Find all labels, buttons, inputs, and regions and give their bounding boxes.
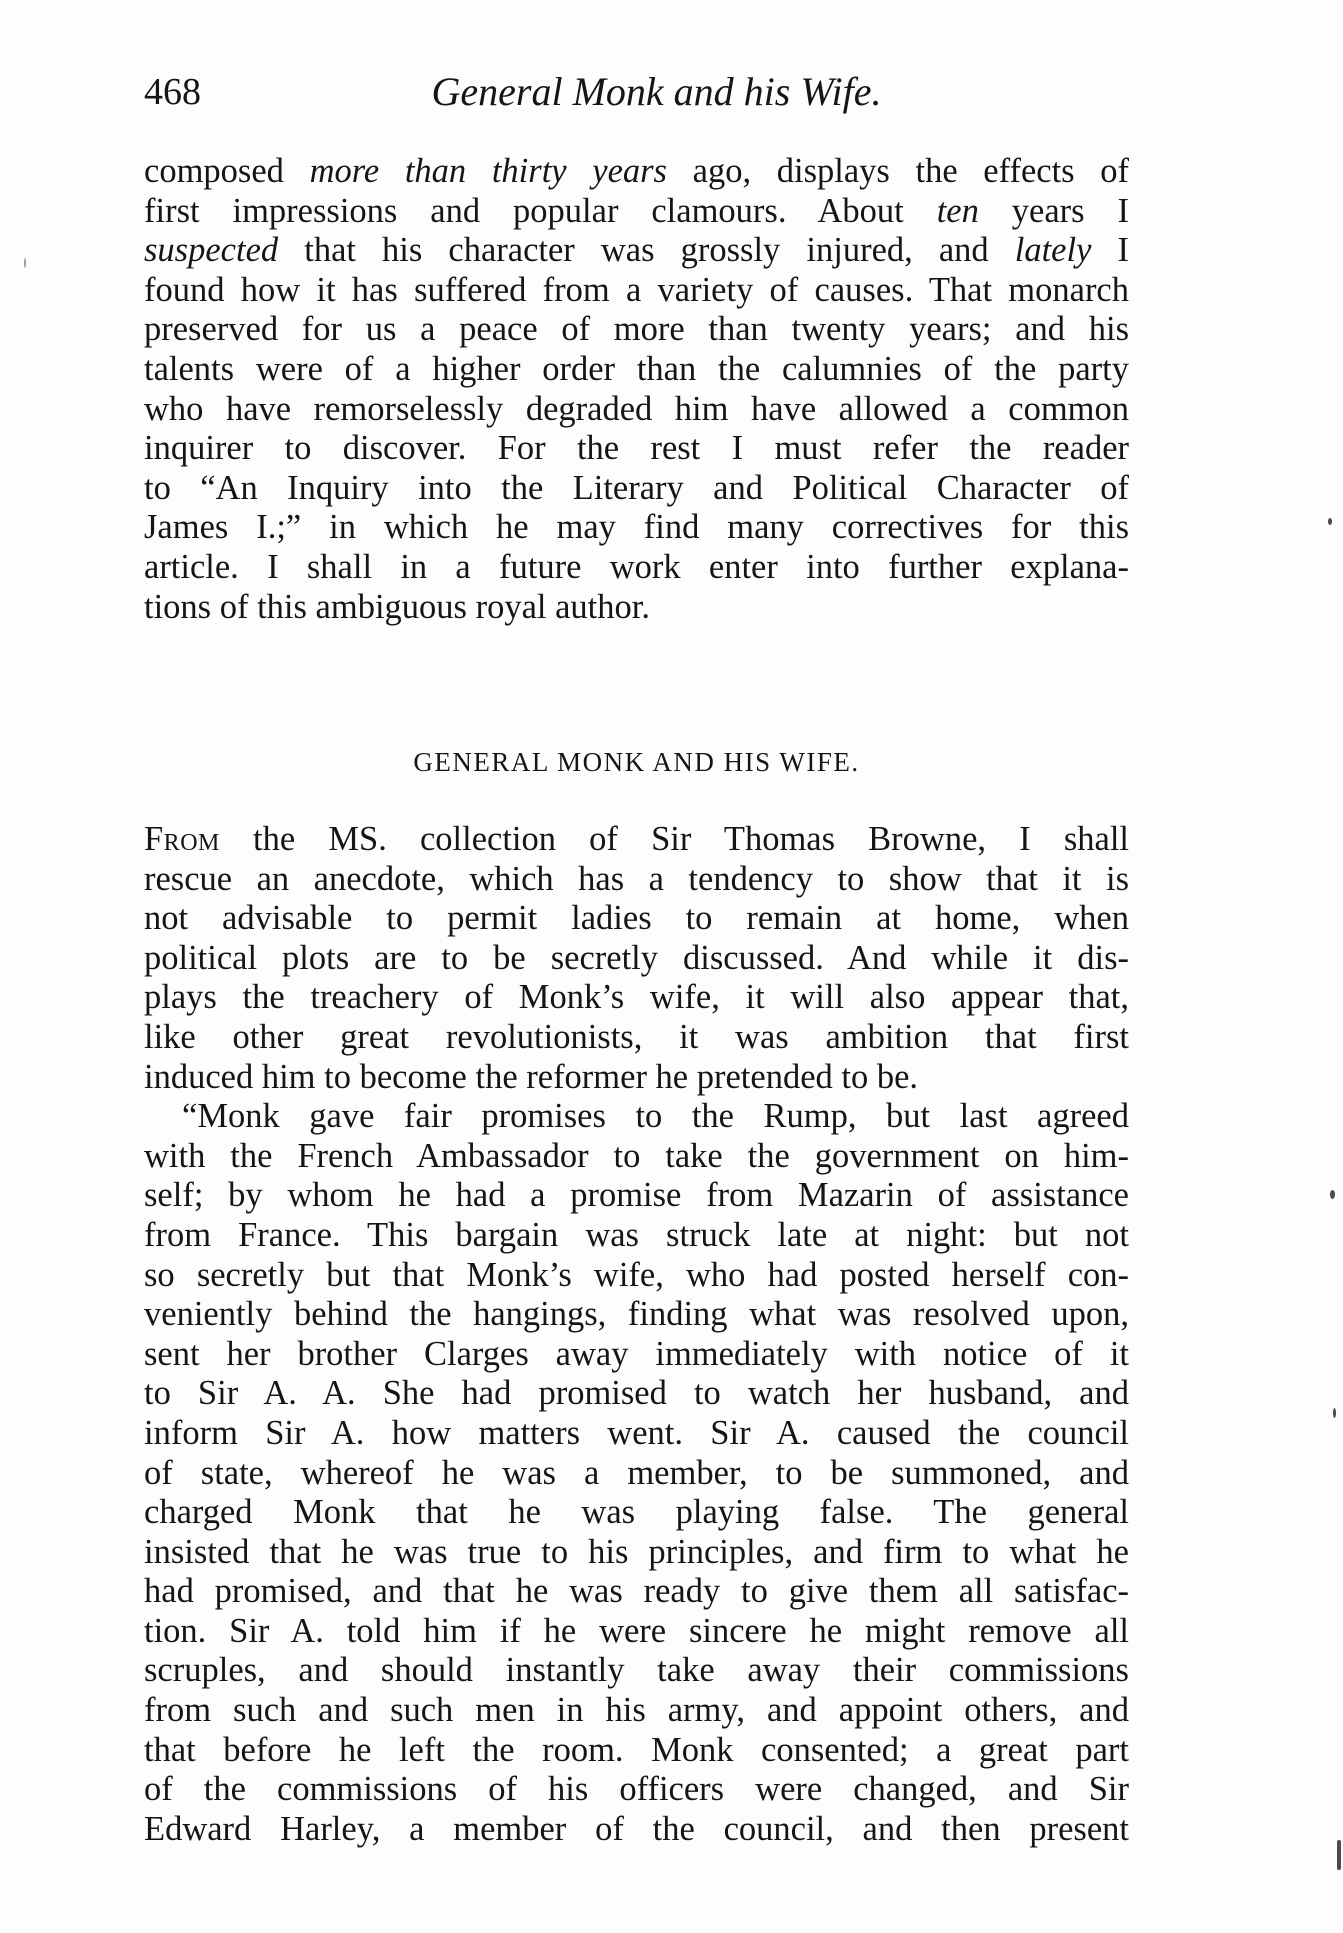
paragraph-previous-article: [144, 152, 1129, 627]
text-line: tions of this ambiguous royal author.: [144, 587, 650, 626]
text-line: insisted that he was true to his principles, and firm to what he: [144, 1532, 1129, 1571]
text-line: tion. Sir A. told him if he were sincere he might remove all: [144, 1611, 1129, 1650]
text-line: article. I shall in a future work enter into further explana-: [144, 547, 1129, 586]
page-number: 468: [144, 71, 201, 113]
text-line: veniently behind the hangings, finding what was resolved upon,: [144, 1295, 1129, 1334]
text-line: “Monk gave fair promises to the Rump, but last agreed: [182, 1097, 1129, 1136]
text-line: charged Monk that he was playing false. The general: [144, 1493, 1129, 1532]
page-header: [144, 62, 1129, 122]
text-line: self; by whom he had a promise from Mazarin of assistance: [144, 1176, 1129, 1215]
text-line: so secretly but that Monk’s wife, who had posted herself con-: [144, 1255, 1129, 1294]
section-heading: GENERAL MONK AND HIS WIFE.: [413, 747, 860, 777]
text-line: induced him to become the reformer he pretended to be.: [144, 1057, 919, 1096]
text-line: had promised, and that he was ready to give them all satisfac-: [144, 1572, 1129, 1611]
text-line: Edward Harley, a member of the council, and then present: [144, 1809, 1129, 1848]
text-line: talents were of a higher order than the calumnies of the party: [144, 349, 1129, 388]
scan-speck: [24, 258, 26, 268]
text-line: James I.;” in which he may find many correctives for this: [144, 508, 1129, 547]
scan-speck: [1333, 1408, 1336, 1418]
text-line: of state, whereof he was a member, to be summoned, and: [144, 1453, 1129, 1492]
text-line: sent her brother Clarges away immediately with notice of it: [144, 1334, 1129, 1373]
text-line: political plots are to be secretly discussed. And while it dis-: [144, 938, 1129, 977]
scan-speck: [1328, 518, 1332, 525]
text-line: rescue an anecdote, which has a tendency to show that it is: [144, 859, 1129, 898]
text-line: from such and such men in his army, and appoint others, and: [144, 1691, 1129, 1730]
text-line: composed more than thirty years ago, displays the effects of: [144, 152, 1130, 190]
scan-speck: [1337, 1840, 1341, 1870]
text-line: preserved for us a peace of more than twenty years; and his: [144, 310, 1129, 349]
text-line: of the commissions of his officers were changed, and Sir: [144, 1770, 1129, 1809]
text-line: to “An Inquiry into the Literary and Political Character of: [144, 468, 1129, 507]
scan-speck: [1330, 1190, 1335, 1199]
text-line: first impressions and popular clamours. About ten years I: [144, 191, 1130, 230]
running-title: General Monk and his Wife.: [431, 69, 882, 114]
text-line: scruples, and should instantly take away their commissions: [144, 1651, 1129, 1690]
text-line: suspected that his character was grossly injured, and lately I: [144, 231, 1129, 270]
opening-word: From: [144, 820, 220, 858]
text-line: not advisable to permit ladies to remain at home, when: [144, 899, 1129, 938]
text-line: who have remorselessly degraded him have allowed a common: [144, 389, 1129, 428]
text-line: from France. This bargain was struck late at night: but not: [144, 1215, 1129, 1254]
article-body: [144, 820, 1129, 1849]
text-line: to Sir A. A. She had promised to watch her husband, and: [144, 1374, 1129, 1413]
text-line: that before he left the room. Monk consented; a great part: [144, 1730, 1129, 1769]
text-line: inform Sir A. how matters went. Sir A. caused the council: [144, 1413, 1129, 1452]
text-line: plays the treachery of Monk’s wife, it will also appear that,: [144, 978, 1129, 1017]
text-line: like other great revolutionists, it was ambition that first: [144, 1017, 1129, 1056]
text-line: From the MS. collection of Sir Thomas Browne, I shall: [144, 820, 1129, 858]
text-line: with the French Ambassador to take the government on him-: [144, 1136, 1129, 1175]
text-line: inquirer to discover. For the rest I must refer the reader: [144, 429, 1129, 468]
text-line: found how it has suffered from a variety of causes. That monarch: [144, 270, 1129, 309]
